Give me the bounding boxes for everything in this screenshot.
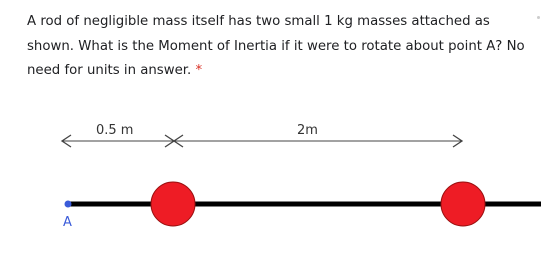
pivot-point-dot bbox=[65, 201, 72, 208]
dimension-label-1: 0.5 m bbox=[96, 123, 134, 138]
mass-2 bbox=[441, 182, 485, 226]
required-asterisk: * bbox=[195, 63, 203, 78]
question-text: A rod of negligible mass itself has two small 1 kg masses attached as shown. What is the Moment of Inertia if it were to rotate about point A? No need for units in answer. bbox=[27, 14, 525, 78]
mass-1 bbox=[151, 182, 195, 226]
dimension-two-meters bbox=[164, 123, 462, 147]
dimension-label-2: 2m bbox=[297, 123, 318, 138]
pivot-point-label: A bbox=[63, 215, 72, 230]
dimension-half-meter bbox=[62, 123, 182, 147]
